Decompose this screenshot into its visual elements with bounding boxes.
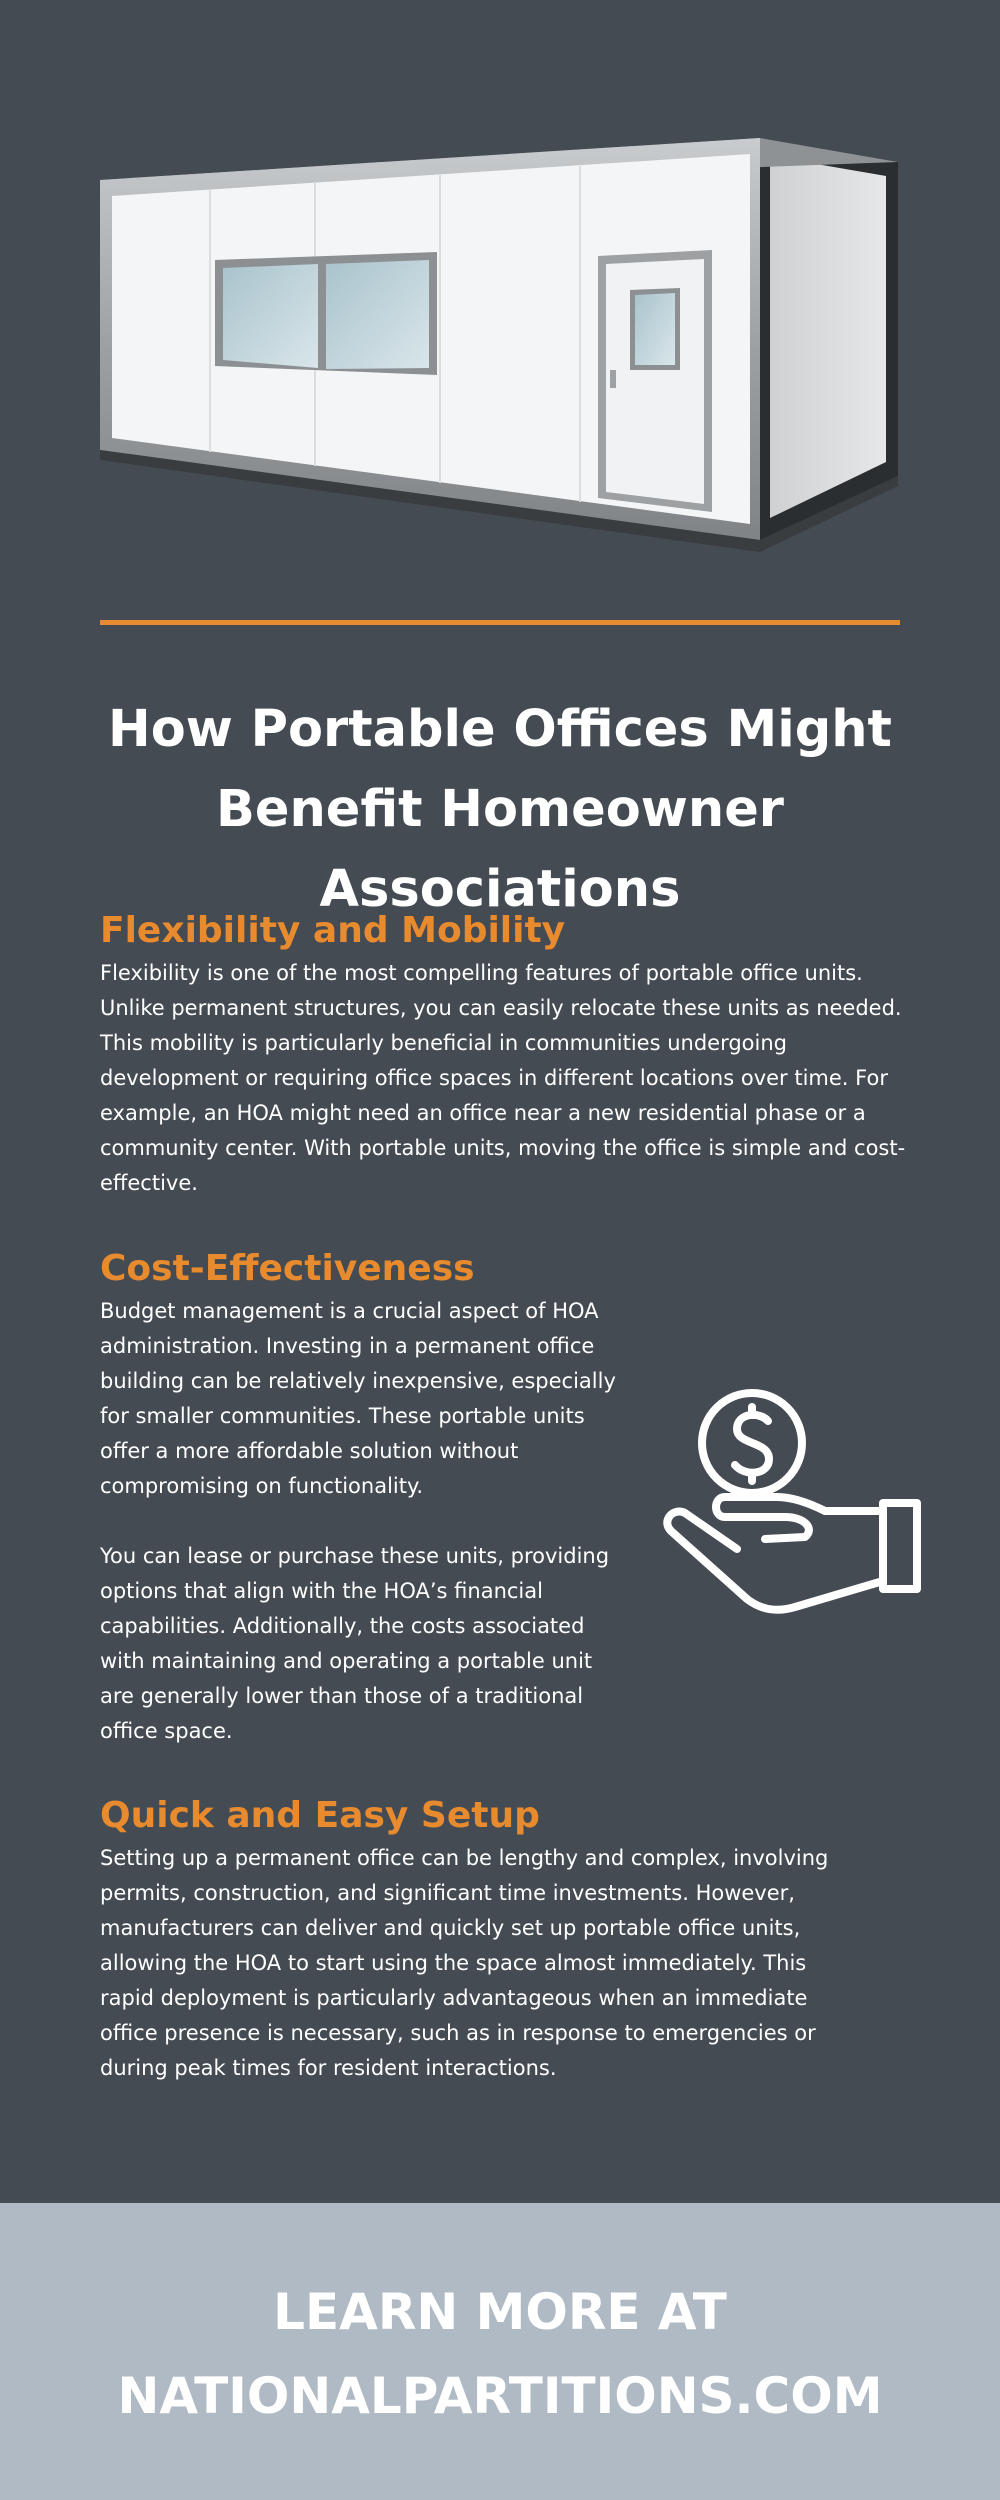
- title-line-2: Benefit Homeowner Associations: [216, 780, 784, 919]
- section-heading: Flexibility and Mobility: [100, 910, 566, 951]
- footer-website-link[interactable]: NATIONALPARTITIONS.COM: [117, 2367, 883, 2425]
- section-heading: Cost-Effectiveness: [100, 1248, 475, 1289]
- section-heading: Quick and Easy Setup: [100, 1795, 540, 1836]
- section-paragraph: You can lease or purchase these units, providing options that align with the HOA’s financial capabilities. Additionally, the costs associated with maintaining and operating a portable unit are generally lower than those of a traditional office space.: [100, 1544, 610, 1743]
- title-line-1: How Portable Offices Might: [108, 700, 892, 759]
- section-paragraph: Flexibility is one of the most compelling features of portable office units. Unlike permanent structures, you can easily relocate these units as needed. This mobility is particularly beneficial in communities undergoing development or requiring office spaces in different locations over time. For example, an HOA might need an office near a new residential phase or a community center. With portable units, moving the office is simple and cost-effective.: [100, 961, 906, 1195]
- accent-divider: [100, 620, 900, 625]
- section-paragraph: Budget management is a crucial aspect of HOA administration. Investing in a permanent office building can be relatively inexpensive, especially for smaller communities. These portable units offer a more affordable solution without compromising on functionality.: [100, 1299, 616, 1498]
- hand-holding-dollar-coin-icon: [655, 1385, 925, 1625]
- portable-office-unit-illustration: [90, 120, 920, 560]
- section-flexibility: [100, 906, 920, 1201]
- section-paragraph: Setting up a permanent office can be lengthy and complex, involving permits, construction, and significant time investments. However, manufacturers can deliver and quickly set up portable office units, allowing the HOA to start using the space almost immediately. This rapid deployment is particularly advantageous when an immediate office presence is necessary, such as in response to emergencies or during peak times for resident interactions.: [100, 1846, 829, 2080]
- footer-line-1: LEARN MORE AT: [273, 2283, 727, 2341]
- section-cost-effectiveness: [100, 1244, 620, 1749]
- page-title: [40, 690, 960, 930]
- section-quick-setup: [100, 1791, 860, 2086]
- footer-cta: [0, 2270, 1000, 2438]
